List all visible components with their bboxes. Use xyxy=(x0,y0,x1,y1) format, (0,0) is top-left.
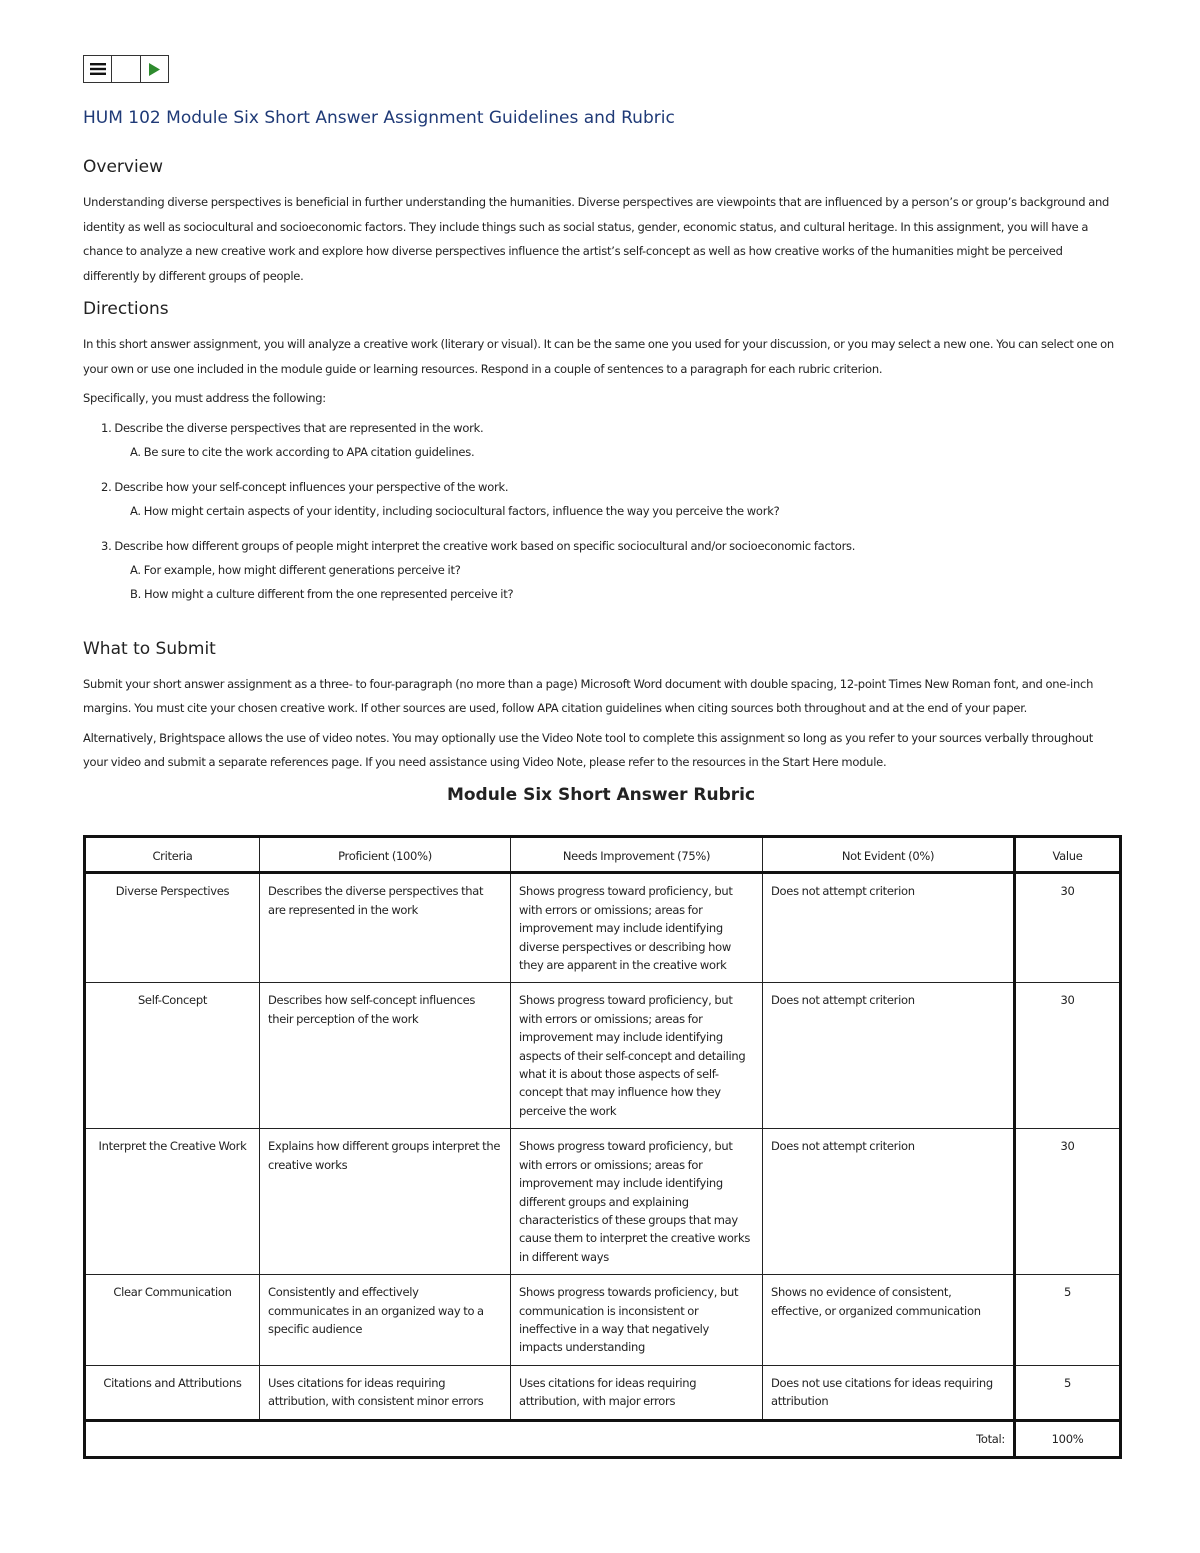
total-row xyxy=(85,1420,1121,1457)
table-header-row xyxy=(85,837,1121,873)
criterion-cell: Clear Communication xyxy=(85,1275,260,1366)
value-cell: 30 xyxy=(1015,1129,1121,1275)
table-row xyxy=(85,1275,1121,1366)
proficient-cell: Describes how self-concept influences their perception of the work xyxy=(260,983,511,1129)
document-toolbar xyxy=(83,55,169,83)
criterion-cell: Diverse Perspectives xyxy=(85,873,260,983)
needs-improvement-cell: Shows progress toward proficiency, but with errors or omissions; areas for improvement may include identifying aspects of their self-concept and detailing what it is about those aspects of self-concept that may influence how they perceive the work xyxy=(511,983,763,1129)
list-subitem: B. How might a culture different from the one represented perceive it? xyxy=(130,586,514,601)
submit-heading: What to Submit xyxy=(83,638,216,659)
table-row xyxy=(85,983,1121,1129)
directions-heading: Directions xyxy=(83,299,169,319)
header-not-evident: Not Evident (0%) xyxy=(763,837,1015,873)
not-evident-cell: Does not attempt criterion xyxy=(763,1129,1015,1275)
not-evident-cell: Does not attempt criterion xyxy=(763,873,1015,983)
not-evident-cell: Does not attempt criterion xyxy=(763,983,1015,1129)
needs-improvement-cell: Shows progress towards proficiency, but communication is inconsistent or ineffective in a way that negatively impacts understanding xyxy=(511,1275,763,1366)
criterion-cell: Citations and Attributions xyxy=(85,1365,260,1420)
list-item: 3. Describe how different groups of people might interpret the creative work based on specific sociocultural and/or socioeconomic factors. xyxy=(101,538,856,553)
header-value: Value xyxy=(1015,837,1121,873)
list-subitem: A. For example, how might different generations perceive it? xyxy=(130,562,461,577)
total-label: Total: xyxy=(85,1420,1015,1457)
proficient-cell: Explains how different groups interpret the creative works xyxy=(260,1129,511,1275)
not-evident-cell: Shows no evidence of consistent, effective, or organized communication xyxy=(763,1275,1015,1366)
overview-heading: Overview xyxy=(83,157,164,177)
needs-improvement-cell: Shows progress toward proficiency, but with errors or omissions; areas for improvement may include identifying different groups and explaining characteristics of these groups that may cause them to interpret the creative works in different ways xyxy=(511,1129,763,1275)
proficient-cell: Uses citations for ideas requiring attribution, with consistent minor errors xyxy=(260,1365,511,1420)
list-subitem: A. Be sure to cite the work according to APA citation guidelines. xyxy=(130,444,475,459)
menu-button[interactable] xyxy=(84,56,112,82)
header-criteria: Criteria xyxy=(85,837,260,873)
rubric-title: Module Six Short Answer Rubric xyxy=(446,784,756,805)
proficient-cell: Describes the diverse perspectives that are represented in the work xyxy=(260,873,511,983)
list-item: 1. Describe the diverse perspectives that are represented in the work. xyxy=(101,420,484,435)
header-needs-improvement: Needs Improvement (75%) xyxy=(511,837,763,873)
page-title: HUM 102 Module Six Short Answer Assignment Guidelines and Rubric xyxy=(83,108,675,128)
overview-paragraph: Understanding diverse perspectives is beneficial in further understanding the humanities. Diverse perspectives are viewpoints that are influenced by a person’s or group’s background and identity as well as sociocultural and socioeconomic factors. They include things such as social status, gender, economic status, and cultural heritage. In this assignment, you will have a chance to analyze a new creative work and explore how diverse perspectives influence the artist’s self-concept as well as how creative works of the humanities might be perceived differently by different groups of people. xyxy=(83,195,1110,283)
play-button[interactable] xyxy=(141,56,168,82)
header-proficient: Proficient (100%) xyxy=(260,837,511,873)
rubric-table xyxy=(83,835,1122,1459)
criterion-cell: Self-Concept xyxy=(85,983,260,1129)
value-cell: 5 xyxy=(1015,1275,1121,1366)
needs-improvement-cell: Uses citations for ideas requiring attribution, with major errors xyxy=(511,1365,763,1420)
list-item: 2. Describe how your self-concept influences your perspective of the work. xyxy=(101,479,509,494)
directions-paragraph: In this short answer assignment, you will analyze a creative work (literary or visual). It can be the same one you used for your discussion, or you may select a new one. You can select one on your own or use one included in the module guide or learning resources. Respond in a couple of sentences to a paragraph for each rubric criterion. xyxy=(83,337,1114,376)
submit-paragraph-2: Alternatively, Brightspace allows the use of video notes. You may optionally use the Video Note tool to complete this assignment so long as you refer to your sources verbally throughout your video and submit a separate references page. If you need assistance using Video Note, please refer to the resources in the Start Here module. xyxy=(83,730,1094,769)
table-row xyxy=(85,873,1121,983)
value-cell: 30 xyxy=(1015,983,1121,1129)
value-cell: 30 xyxy=(1015,873,1121,983)
not-evident-cell: Does not use citations for ideas requiring attribution xyxy=(763,1365,1015,1420)
table-row xyxy=(85,1129,1121,1275)
directions-list xyxy=(83,416,1119,606)
document-page xyxy=(83,55,1119,1446)
needs-improvement-cell: Shows progress toward proficiency, but with errors or omissions; areas for improvement may include identifying diverse perspectives or describing how they are apparent in the creative work xyxy=(511,873,763,983)
table-row xyxy=(85,1365,1121,1420)
criterion-cell: Interpret the Creative Work xyxy=(85,1129,260,1275)
proficient-cell: Consistently and effectively communicates in an organized way to a specific audience xyxy=(260,1275,511,1366)
total-value: 100% xyxy=(1015,1420,1121,1457)
submit-paragraph-1: Submit your short answer assignment as a three- to four-paragraph (no more than a page) Microsoft Word document with double spacing, 12-point Times New Roman font, and one-inch margins. You must cite your chosen creative work. If other sources are used, follow APA citation guidelines when citing sources both throughout and at the end of your paper. xyxy=(83,676,1094,715)
menu-icon xyxy=(90,62,106,76)
play-icon xyxy=(148,63,160,76)
list-subitem: A. How might certain aspects of your identity, including sociocultural factors, influence the way you perceive the work? xyxy=(130,503,780,518)
blank-button[interactable] xyxy=(112,56,140,82)
value-cell: 5 xyxy=(1015,1365,1121,1420)
directions-lead: Specifically, you must address the following: xyxy=(83,391,326,405)
